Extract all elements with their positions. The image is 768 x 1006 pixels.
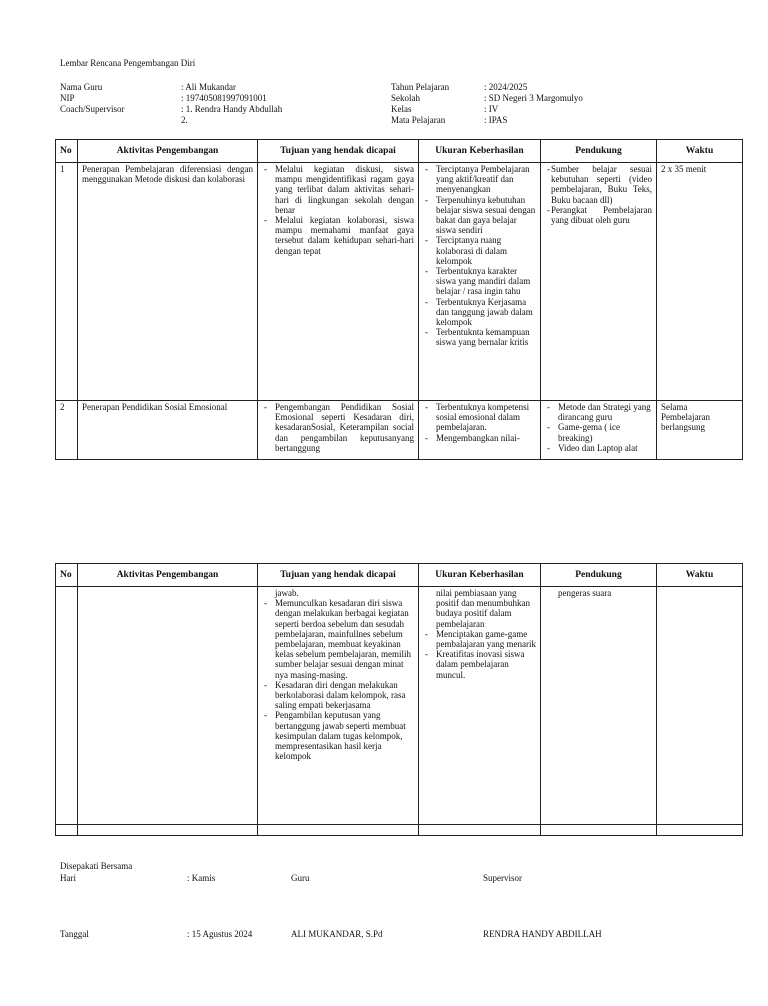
list-item: - Terbentuknya kompetensi sosial emosional dalam pembelajaran. [423,402,536,433]
info-row: NIP : 197405081997091001 [60,93,267,103]
tanggal-label: Tanggal [60,929,89,939]
table-row [56,587,743,825]
cell-tujuan: jawab. - Memunculkan kesadaran diri siswa dengan melakukan berbagai kegiatan seperti berdoa sebelum dan sesudah pembelajaran, mainfullnes sebelum pembelajaran, membuat keyakinan kelas sebelum pembelajaran, memilih sumber belajar sesuai dengan minat nya masing-masing. - Kesadaran diri dengan melakukan berkolaborasi dalam kelompok, rasa saling empati bekerjasama - Pengambilan keputusan yang bertanggung jawab seperti membuat kesimpulan dalam tugas kelompok, mempresentasikan hasil kerja kelompok [258,587,419,825]
header-tujuan: Tujuan yang hendak dicapai [258,564,419,587]
guru-label: Guru [291,873,310,883]
header-aktivitas: Aktivitas Pengembangan [78,140,258,163]
cell-tujuan [258,401,419,460]
document-title: Lembar Rencana Pengembangan Diri [60,58,196,68]
list-item: - Kreatifitas inovasi siswa dalam pembelajaran muncul. [423,649,536,680]
supervisor-label: Supervisor [483,873,522,883]
development-plan-table-continued [55,563,743,836]
cell-no [56,587,78,825]
info-row: Tahun Pelajaran : 2024/2025 [391,82,528,92]
cell-aktivitas [78,587,258,825]
list-item: - Terbentuknya Kerjasama dan tanggung jawab dalam kelompok [423,297,536,328]
info-row: Coach/Supervisor : 1. Rendra Handy Abdullah [60,104,283,114]
list-item: - Video dan Laptop alat [545,443,652,453]
list-item: - Melalui kegiatan kolaborasi, siswa mampu memahami manfaat gaya tersebut dalam kehidupan sehari-hari dengan tepat [262,215,414,256]
list-item: - Pengambilan keputusan yang bertanggung jawab seperti membuat kesimpulan dalam tugas kelompok, mempresentasikan hasil kerja kelompok [262,710,414,761]
info-row: 2. [181,115,188,125]
cell-pendukung [541,163,657,401]
list-item: - Memunculkan kesadaran diri siswa dengan melakukan berbagai kegiatan seperti berdoa sebelum dan sesudah pembelajaran, mainfullnes sebelum pembelajaran, membuat keyakinan kelas sebelum pembelajaran, memilih sumber belajar sesuai dengan minat nya masing-masing. [262,598,414,680]
list-item: - Menciptakan game-game pembalajaran yang menarik [423,629,536,649]
table-header-row [56,564,743,587]
cell-ukuran [419,401,541,460]
list-item: - Game-gema ( ice breaking) [545,422,652,442]
cell-pendukung: pengeras suara [541,587,657,825]
header-tujuan: Tujuan yang hendak dicapai [258,140,419,163]
hari-value: : Kamis [187,873,216,883]
list-item: - Terciptanya ruang kolaborasi di dalam kelompok [423,235,536,266]
table-row [56,401,743,460]
cell-waktu: Selama Pembelajaran berlangsung [657,401,743,460]
hari-label: Hari [60,873,76,883]
cell-ukuran: nilai pembiasaan yang positif dan menumbuhkan budaya positif dalam pembelajaran - Menciptakan game-game pembalajaran yang menarik - Kreatifitas inovasi siswa dalam pembelajaran muncul. [419,587,541,825]
list-item: - Sumber belajar sesuai kebutuhan seperti (video pembelajaran, Buku Teks, Buku bacaan dll) [545,164,652,205]
cell-pendukung [541,401,657,460]
header-no: No [56,140,78,163]
list-item: - Mengembangkan nilai- [423,433,536,443]
header-aktivitas: Aktivitas Pengembangan [78,564,258,587]
info-left [60,82,282,126]
table-row-empty [56,825,743,836]
list-item: - Melalui kegiatan diskusi, siswa mampu mengidentifikasi ragam gaya yang terlibat dalam aktivitas sehari-hari di lingkungan sekolah dengan benar [262,164,414,215]
header-waktu: Waktu [657,140,743,163]
info-row: Sekolah : SD Negeri 3 Margomulyo [391,93,583,103]
supervisor-name: RENDRA HANDY ABDILLAH [483,929,602,939]
info-row: Nama Guru : Ali Mukandar [60,82,236,92]
development-plan-table [55,139,743,460]
cell-no: 1 [56,163,78,401]
header-waktu: Waktu [657,564,743,587]
table-header-row [56,140,743,163]
table-row [56,163,743,401]
cell-aktivitas: Penerapan Pendidikan Sosial Emosional [78,401,258,460]
list-item: - Perangkat Pembelajaran yang dibuat oleh guru [545,205,652,225]
list-item: - Terpenuhinya kebutuhan belajar siswa sesuai dengan bakat dan gaya belajar siswa sendiri [423,195,536,236]
info-right [391,82,583,126]
header-pendukung: Pendukung [541,140,657,163]
cell-waktu: 2 x 35 menit [657,163,743,401]
header-no: No [56,564,78,587]
list-item: - Terbentuknta kemampuan siswa yang bernalar kritis [423,327,536,347]
guru-name: ALI MUKANDAR, S.Pd [291,929,383,939]
header-ukuran: Ukuran Keberhasilan [419,140,541,163]
list-item: - Pengembangan Pendidikan Sosial Emosional seperti Kesadaran diri, kesadaranSosial, Keterampilan social dan pengambilan keputusanyang bertanggung [262,402,414,453]
cell-ukuran [419,163,541,401]
cell-aktivitas: Penerapan Pembelajaran diferensiasi dengan menggunakan Metode diskusi dan kolaborasi [78,163,258,401]
header-pendukung: Pendukung [541,564,657,587]
info-row: Mata Pelajaran : IPAS [391,115,508,125]
list-item: - Kesadaran diri dengan melakukan berkolaborasi dalam kelompok, rasa saling empati bekerjasama [262,680,414,711]
cell-no: 2 [56,401,78,460]
header-ukuran: Ukuran Keberhasilan [419,564,541,587]
list-item: - Metode dan Strategi yang dirancang guru [545,402,652,422]
cell-waktu [657,587,743,825]
list-item: - Terciptanya Pembelajaran yang aktif/kreatif dan menyenangkan [423,164,536,195]
cell-tujuan [258,163,419,401]
agreed-label: Disepakati Bersama [60,861,133,871]
tanggal-value: : 15 Agustus 2024 [187,929,253,939]
list-item: - Terbentuknya karakter siswa yang mandiri dalam belajar / rasa ingin tahu [423,266,536,297]
info-row: Kelas : IV [391,104,499,114]
